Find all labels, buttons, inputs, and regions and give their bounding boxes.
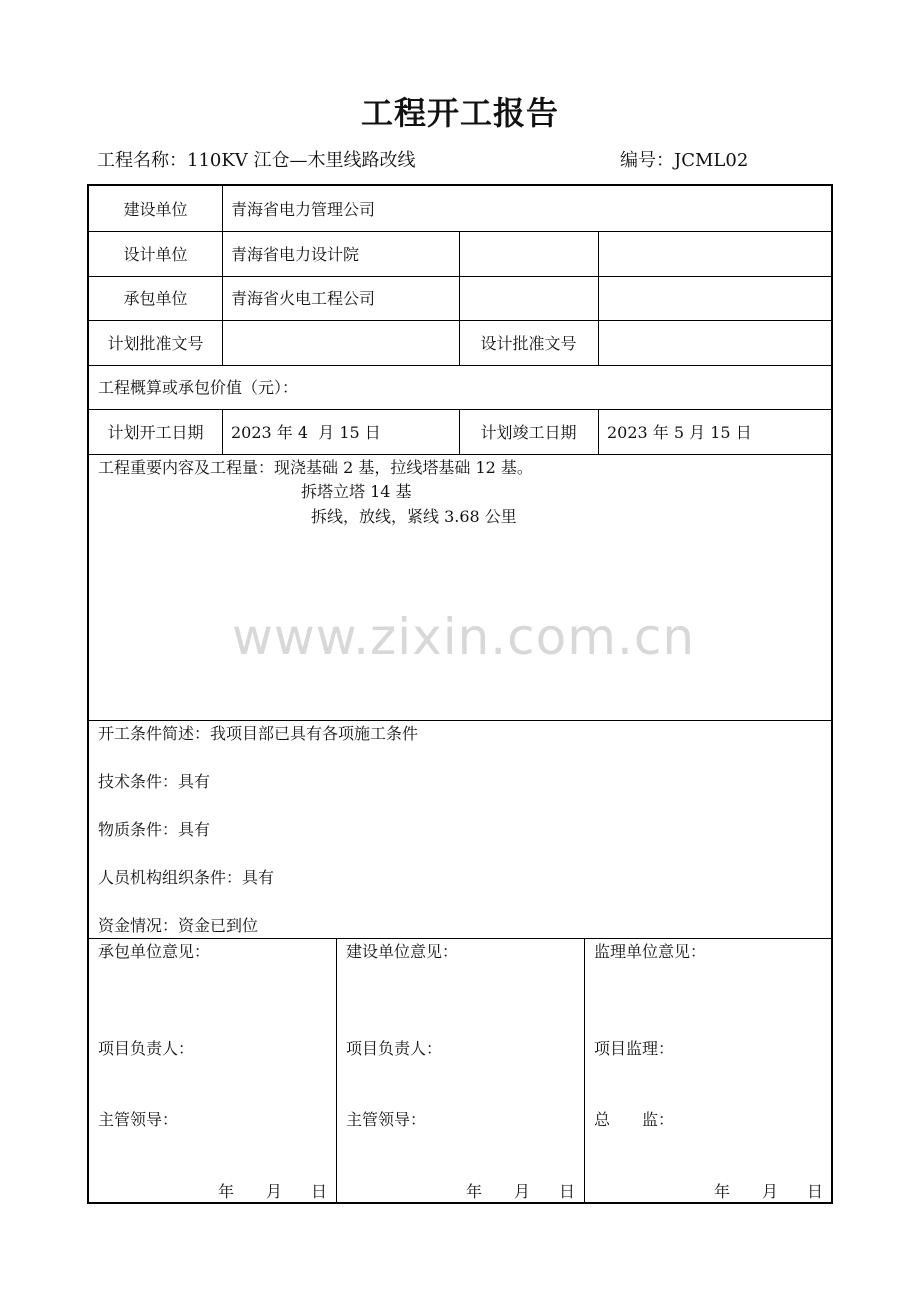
contractor-date-year: 年 — [218, 1182, 235, 1201]
plan-end-value: 2023 年 5 月 15 日 — [607, 423, 752, 442]
contractor-opinion-title: 承包单位意见： — [98, 942, 211, 961]
content-line-2: 拆塔立塔 14 基 — [301, 482, 412, 501]
document-number: 编号：JCML02 — [620, 150, 749, 171]
content-line-1: 工程重要内容及工程量：现浇基础 2 基，拉线塔基础 12 基。 — [98, 458, 533, 477]
supervision-date-day: 日 — [807, 1182, 824, 1201]
col-divider — [584, 938, 585, 1204]
project-name: 工程名称：110KV 江仓—木里线路改线 — [97, 150, 416, 171]
watermark: www.zixin.com.cn — [232, 608, 696, 666]
col-divider — [336, 938, 337, 1204]
row-divider — [89, 720, 831, 721]
plan-end-label: 计划竣工日期 — [480, 423, 577, 442]
row-divider — [89, 276, 831, 277]
page-title: 工程开工报告 — [360, 94, 559, 132]
construction-unit-value: 青海省电力管理公司 — [231, 200, 376, 219]
col-divider — [222, 409, 223, 454]
col-divider — [598, 409, 599, 454]
design-unit-label: 设计单位 — [123, 245, 188, 264]
row-divider — [89, 365, 831, 366]
design-approval-label: 设计批准文号 — [480, 334, 577, 353]
chief-supervisor: 总 监： — [594, 1110, 675, 1129]
construction-date-day: 日 — [559, 1182, 576, 1201]
plan-start-label: 计划开工日期 — [107, 423, 204, 442]
plan-approval-label: 计划批准文号 — [107, 334, 204, 353]
row-divider — [89, 938, 831, 939]
contractor-date-month: 月 — [266, 1182, 283, 1201]
conditions-summary: 开工条件简述：我项目部已具有各项施工条件 — [98, 724, 419, 743]
funds-status: 资金情况：资金已到位 — [98, 916, 259, 935]
row-divider — [89, 409, 831, 410]
construction-opinion-title: 建设单位意见： — [346, 942, 459, 961]
construction-unit-label: 建设单位 — [123, 200, 188, 219]
contractor-project-leader: 项目负责人： — [98, 1039, 195, 1058]
construction-project-leader: 项目负责人： — [346, 1039, 443, 1058]
material-conditions: 物质条件：具有 — [98, 820, 211, 839]
contractor-date-day: 日 — [311, 1182, 328, 1201]
supervision-date-month: 月 — [762, 1182, 779, 1201]
technical-conditions: 技术条件：具有 — [98, 772, 211, 791]
col-divider — [598, 231, 599, 365]
construction-supervisor-leader: 主管领导： — [346, 1110, 427, 1129]
content-line-3: 拆线，放线，紧线 3.68 公里 — [311, 507, 517, 526]
contractor-label: 承包单位 — [123, 289, 188, 308]
plan-start-value: 2023 年 4 月 15 日 — [231, 423, 381, 442]
supervision-date-year: 年 — [714, 1182, 731, 1201]
row-divider — [89, 231, 831, 232]
budget-label: 工程概算或承包价值（元）： — [98, 378, 299, 397]
construction-date-month: 月 — [514, 1182, 531, 1201]
row-divider — [89, 320, 831, 321]
row-divider — [89, 454, 831, 455]
report-table — [87, 184, 833, 1204]
contractor-value: 青海省火电工程公司 — [231, 289, 376, 308]
contractor-supervisor-leader: 主管领导： — [98, 1110, 179, 1129]
col-divider — [222, 186, 223, 365]
design-unit-value: 青海省电力设计院 — [231, 245, 360, 264]
construction-date-year: 年 — [466, 1182, 483, 1201]
personnel-conditions: 人员机构组织条件：具有 — [98, 868, 275, 887]
project-supervisor: 项目监理： — [594, 1039, 675, 1058]
supervision-opinion-title: 监理单位意见： — [594, 942, 707, 961]
